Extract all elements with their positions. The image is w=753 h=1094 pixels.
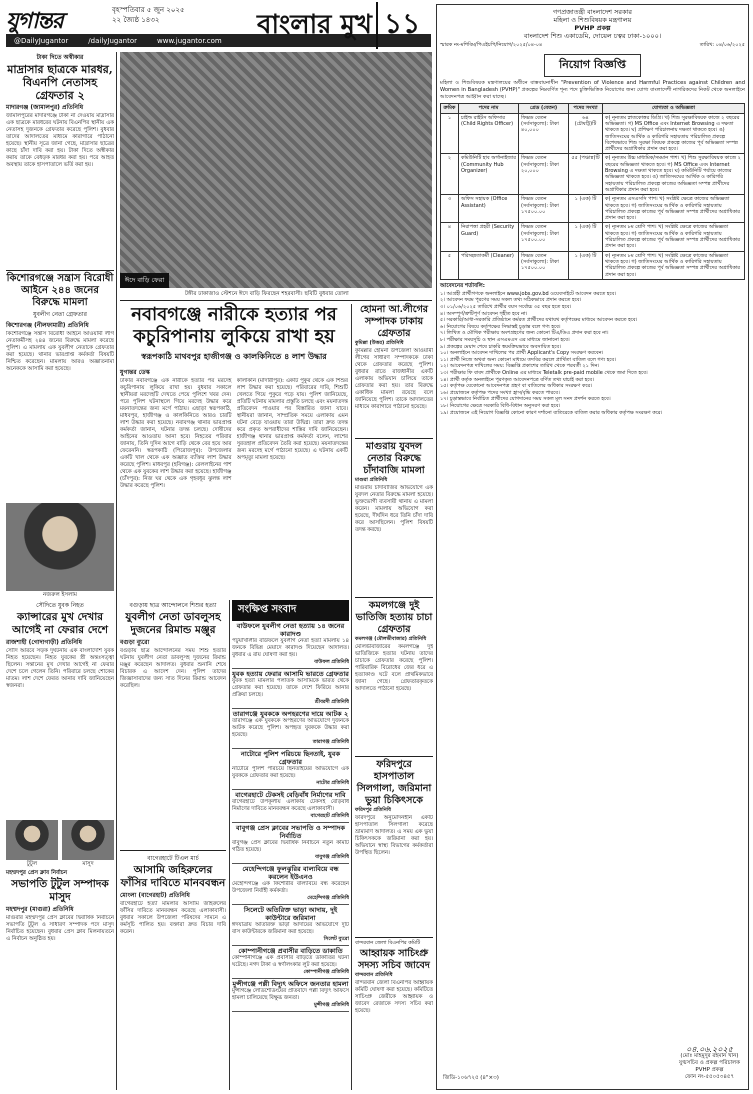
post-count: ১ (এক) টি: [569, 251, 603, 279]
term-item: ১৪। প্রার্থী কর্তৃক অনলাইনে পূরণকৃত আবেদনপত্রে বর্ণিত তথ্য যাচাই করা হবে।: [440, 376, 594, 383]
notice-intro: মহিলা ও শিশুবিষয়ক মন্ত্রণালয়ের অধীনে বাস্তবায়নাধীন "Prevention of Violence and Harmful Practices against Children and Women in Bangladesh (PVHP)" প্রকল্পের নিম্নবর্ণিত শূন্য পদে চুক্তিভিত্তিক নিয়োগের জন্য যোগ্য বাংলাদেশী নাগরিকদের নিকট থেকে অনলাইনে আবেদনপত্র আহ্বান করা যাচ্ছে।: [440, 80, 745, 100]
article-body: কালকিনি (মাদারীপুর): একটি পুকুর থেকে এক শিশুর লাশ উদ্ধার করা হয়েছে। পরিবারের দাবি, শিশুটি খেলতে গিয়ে পুকুরে পড়ে যায়। পুলিশ জানিয়েছে, প্রতিটি ঘটনায় মামলার প্রস্তুতি চলছে এবং ময়নাতদন্ত প্রতিবেদন পাওয়ার পর বিস্তারিত জানা যাবে। স্থানীয়রা জানান, সাম্প্রতিক সময়ে এলাকায় এমন ঘটনা বেড়ে যাওয়ায় তারা উদ্বিগ্ন। তারা দ্রুত তদন্ত করে প্রকৃত অপরাধীদের শাস্তির দাবি জানিয়েছেন। হাজীগঞ্জ থানার ভারপ্রাপ্ত কর্মকর্তা বলেন, লাশের সুরতহাল প্রতিবেদন তৈরি করা হয়েছে। ময়নাতদন্তের জন্য মরদেহ মর্গে পাঠানো হয়েছে। এ ঘটনায় একটি অপমৃত্যু মামলা হয়েছে।: [236, 378, 348, 461]
post-name: অফিস সহায়ক (Office Assistant): [459, 195, 519, 223]
byline: রাজশাহী (গোদাগাড়ী) প্রতিনিধি: [6, 639, 82, 646]
table-row: [441, 251, 745, 279]
column-header: যোগ্যতা ও অভিজ্ঞতা: [603, 104, 745, 113]
term-item: ১৮। নিয়োগের ক্ষেত্রে সরকারি বিধি-বিধান অনুসরণ করা হবে।: [440, 402, 561, 409]
brief-text: বাগেরহাটে উপকূলীয় এলাকায় টেকসই বেড়িবাঁধ নির্মাণের দাবিতে মানববন্ধন করেছে এলাকাবাসী।: [232, 799, 349, 812]
post-name: নিরাপত্তা প্রহরী (Security Guard): [459, 223, 519, 251]
divider: [355, 756, 433, 757]
term-item: ২। আবেদন ফরম পূরণের সময় সকল তথ্য সঠিকভাবে প্রদান করতে হবে।: [440, 297, 582, 304]
brief-text: নাটোরে পুলিশ পরিচয়ে ছিনতাইয়ের অভিযোগে এক যুবককে গ্রেফতার করা হয়েছে।: [232, 766, 349, 779]
term-item: ১০। অনলাইনে আবেদন দাখিলের পর প্রার্থী Applicant's Copy সংরক্ষণ করবেন।: [440, 350, 604, 357]
column-header: পদের সংখ্যা: [569, 104, 603, 113]
article-body: মাগুরায় চাঁদাবাজির অভিযোগে এক যুবদল নেতার বিরুদ্ধে মামলা হয়েছে। ভুক্তভোগী ব্যবসায়ী থানায় এ মামলা করেন। মামলায় অভিযোগ করা হয়েছে, দীর্ঘদিন ধরে তিনি চাঁদা দাবি করে আসছিলেন। পুলিশ বিষয়টি তদন্ত করছে।: [355, 485, 433, 533]
kicker: বগুড়ায় ছাত্র আন্দোলনে শিশুর হত্যা: [129, 602, 217, 609]
brief-text: মেহেন্দিগঞ্জে এক কিশোরীর বাল্যবিয়ে বন্ধ করেছেন উপজেলা নির্বাহী কর্মকর্তা।: [232, 881, 349, 894]
portrait-photo: [62, 820, 114, 860]
job-notice: [436, 4, 749, 1090]
headline: কমলগঞ্জে দুই ভাতিজি হত্যায় চাচা গ্রেফতার: [355, 600, 433, 635]
post-requirements: ক) ন্যূনতম ৮ম শ্রেণি পাশ। খ) সংশ্লিষ্ট ক্ষেত্রে কাজের অভিজ্ঞতা থাকতে হবে। গ) জাতিসংঘের আর্থিক ও কারিগরি সহায়তায় পরিচালিত প্রকল্পে কাজের পূর্ব অভিজ্ঞতা সম্পন্ন প্রার্থীদের অগ্রাধিকার প্রদান করা হবে।: [603, 223, 745, 251]
brief-item: [232, 823, 349, 864]
middle-column: [120, 600, 226, 1090]
article-body: জামালপুরের মাদারগঞ্জে টাকা না দেওয়ায় মাদ্রাসার এক ছাত্রকে মারধরের ঘটনায় বিএনপির স্থানীয় এক নেতাসহ দুজনকে গ্রেফতার করেছে পুলিশ। বুধবার তাদের আদালতের মাধ্যমে কারাগারে পাঠানো হয়েছে। স্থানীয় সূত্রে জানা গেছে, মাদ্রাসার ছাত্রের কাছে চাঁদা দাবি করা হয়। টাকা দিতে অস্বীকার করায় তাকে বেধড়ক মারধর করা হয়। পরে আহত অবস্থায় তাকে হাসপাতালে ভর্তি করা হয়।: [6, 113, 114, 168]
gov-line: বাংলাদেশ শিশু একাডেমি, দোয়েল চত্বর ঢাকা-১০০০।: [523, 32, 662, 40]
article-body: বগুড়ায় ছাত্র আন্দোলনের সময় শিশু হত্যার ঘটনায় যুবলীগ নেতা ডাবলুসহ দুজনের রিমান্ড মঞ্জুর করেছেন আদালত। বুধবার শুনানি শেষে বিচারক এ আদেশ দেন। পুলিশ তাদের জিজ্ঞাসাবাদের জন্য সাত দিনের রিমান্ড আবেদন করেছিল।: [120, 648, 226, 689]
brief-text: পটুয়াখালীর বাউফলে যুবলীগ নেতা হত্যা মামলায় ১৪ জনকে বিভিন্ন মেয়াদে কারাদণ্ড দিয়েছেন আদালত। বুধবার এ রায় ঘোষণা করা হয়।: [232, 638, 349, 658]
brief-text: কোম্পানীগঞ্জে এক প্রবাসীর বাড়িতে ডাকাতির ঘটনা ঘটেছে। নগদ টাকা ও স্বর্ণালংকার লুট করা হয়েছে।: [232, 955, 349, 968]
divider: [6, 270, 114, 271]
table-header-row: [441, 104, 745, 113]
post-count: ৫৫ (পঞ্চান্ন)টি: [569, 154, 603, 195]
gov-line: PVHP প্রকল্প: [574, 24, 611, 32]
byline: বগুড়া ব্যুরো: [120, 639, 150, 646]
brief-title: সিলেটে অতিরিক্ত ভাড়া আদায়, দুই কাউন্টারে জরিমানা: [243, 906, 338, 922]
term-item: ১৩। পরীক্ষার ফি বাবদ প্রার্থীকে Online এর মাধ্যমে Teletalk pre-paid mobile থেকে জমা দিতে হবে।: [440, 369, 648, 376]
row-serial: ৫: [441, 251, 459, 279]
website-link[interactable]: www.jugantor.com: [157, 36, 222, 45]
post-count: ৬৪ (চৌষট্টি)টি: [569, 113, 603, 154]
lead-headline: নবাবগঞ্জে নারীকে হত্যার পর কচুরিপানায় লুকিয়ে রাখা হয়: [131, 304, 337, 347]
row-serial: ২: [441, 154, 459, 195]
column-rule: [229, 600, 230, 1090]
signer-project: PVHP প্রকল্প: [695, 1067, 724, 1073]
byline: কিশোরগঞ্জ (নীলফামারী) প্রতিনিধি: [6, 322, 89, 329]
brief-item: [232, 946, 349, 979]
post-requirements: ক) ন্যূনতম ৮ম শ্রেণি পাশ। খ) সংশ্লিষ্ট ক্ষেত্রে কাজের অভিজ্ঞতা থাকতে হবে। গ) জাতিসংঘের আর্থিক ও কারিগরি সহায়তায় পরিচালিত প্রকল্পে কাজের পূর্ব অভিজ্ঞতা সম্পন্ন প্রার্থীদের অগ্রাধিকার প্রদান করা হবে।: [603, 251, 745, 279]
brief-item: [232, 621, 349, 669]
post-count: ১ (এক) টি: [569, 223, 603, 251]
post-name: কমিউনিটি হাব অর্গানাইজার (Community Hub Organizer): [459, 154, 519, 195]
article-body: কুমিল্লার হোমনা উপজেলা আওয়ামী লীগের সাধারণ সম্পাদককে ঢাকা থেকে গ্রেফতার করেছে পুলিশ। বুধবার রাতে রাজধানীর একটি এলাকায় অভিযান চালিয়ে তাকে গ্রেফতার করা হয়। তার বিরুদ্ধে একাধিক মামলা রয়েছে বলে জানিয়েছে পুলিশ। তাকে আদালতের মাধ্যমে কারাগারে পাঠানো হয়েছে।: [355, 348, 433, 410]
kicker: টাকা দিতে অস্বীকার: [36, 54, 84, 61]
post-name: পরিচ্ছন্নতাকর্মী (Cleaner): [459, 251, 519, 279]
article-body: বান্দরবান জেলা বিএনপির আহ্বায়ক কমিটি ঘোষণা করা হয়েছে। কমিটিতে সাচিংপ্রু জেরীকে আহ্বায়ক ও জাবেদ রেজাকে সদস্য সচিব করা হয়েছে।: [355, 980, 433, 1014]
byline: ফরিদপুর প্রতিনিধি: [355, 807, 391, 813]
date-gregorian: বৃহস্পতিবার ৫ জুন ২০২৫: [112, 6, 185, 14]
divider: [355, 937, 433, 938]
brief-byline: শ্রীবরদী প্রতিনিধি: [314, 699, 349, 705]
gov-line: গণপ্রজাতন্ত্রী বাংলাদেশ সরকার: [553, 8, 632, 16]
memo-number: স্মারক নং-মশিবিম/পিএইচপি/নিয়োগ/২০২৫/০৪-০৪: [440, 42, 543, 48]
brief-title: তারাগঞ্জে যুবককে অপহরণের দায়ে আটক ২: [232, 710, 349, 718]
signature-date: ০৪.০৬.২০২৫: [686, 1045, 733, 1054]
table-row: [441, 195, 745, 223]
divider: [355, 597, 433, 598]
terms-list: [440, 291, 745, 416]
term-item: ৫। সরকারি/আধা-সরকারি প্রতিষ্ঠানে কর্মরত প্রার্থীদের যথাযথ কর্তৃপক্ষের মাধ্যমে আবেদন করতে হবে।: [440, 317, 638, 324]
term-item: ১১। প্রার্থী নিজে অথবা অন্য কোনো মাধ্যমে তদবির করলে প্রার্থিতা বাতিল বলে গণ্য হবে।: [440, 356, 616, 363]
photo-caption: টুটুল: [26, 861, 38, 867]
byline: কমলগঞ্জ (মৌলভীবাজার) প্রতিনিধি: [355, 636, 427, 642]
term-item: ১৭। চূড়ান্তভাবে নির্বাচিত প্রার্থীদের যোগদানের সময় সকল মূল সনদ প্রদর্শন করতে হবে।: [440, 396, 611, 403]
youtube-handle[interactable]: /dailyJugantor: [88, 36, 137, 45]
brief-title: বাউফলে যুবলীগ নেতা হত্যায় ১৪ জনের কারাদণ্ড: [236, 622, 345, 638]
column-header: ক্রমিক: [441, 104, 459, 113]
term-item: ১২। আবেদনপত্র দাখিলের সময়: বিজ্ঞপ্তি প্রকাশের তারিখ থেকে পরবর্তী ২১ দিন।: [440, 363, 600, 370]
brief-text: যুবক হত্যা মামলার পলাতক আসামিকে ভারত থেকে গ্রেফতার করা হয়েছে। তাকে দেশে ফিরিয়ে আনার প্রক্রিয়া চলছে।: [232, 678, 349, 698]
term-item: ১৯। প্রয়োজনে এই নিয়োগ বিজ্ঞপ্তি কোনো কারণ দর্শানো ব্যতিরেকে বাতিল করার অধিকার কর্তৃপক্ষ সংরক্ষণ করে।: [440, 409, 663, 416]
headline: ফরিদপুরে হাসপাতাল সিলগালা, জরিমানা ভুয়া চিকিৎসকে: [356, 759, 432, 806]
post-grade: ফিক্সড বেতন (সর্বসাকুল্যে): টাকা ১৭৫০০.০০: [519, 195, 569, 223]
table-row: [441, 113, 745, 154]
facebook-handle[interactable]: @DailyJugantor: [14, 36, 69, 45]
lead-photo: [120, 52, 432, 288]
brief-title: নাটোরে পুলিশ পরিচয়ে ছিনতাই, যুবক গ্রেফতার: [240, 750, 341, 766]
brief-title: মেহেন্দিগঞ্জে ফুলঝুরির বাল্যবিয়ে বন্ধ করলেন ইউএনও: [242, 865, 339, 881]
headline: মাগুরায় যুবদল নেতার বিরুদ্ধে চাঁদাবাজি মামলা: [363, 441, 425, 476]
brief-title: যুবক হত্যায় ফেরার আসামি ভারতে গ্রেফতার: [232, 670, 349, 678]
headline: মাদ্রাসার ছাত্রকে মারধর, বিএনপি নেতাসহ গ্রেফতার ২: [7, 63, 113, 102]
byline: বান্দরবান প্রতিনিধি: [355, 972, 393, 978]
article-body: কিশোরগঞ্জে সন্ত্রাস বিরোধী আইনে আওয়ামী লীগ নেতাকর্মীসহ ২৪৪ জনের বিরুদ্ধে মামলা করেছে পুলিশ। এ মামলায় এক যুবলীগ নেতাকে গ্রেফতার করা হয়েছে। থানার ভারপ্রাপ্ত কর্মকর্তা বিষয়টি নিশ্চিত করেছেন। মামলায় আরও অজ্ঞাতনামা অনেককে আসামি করা হয়েছে।: [6, 331, 114, 372]
kicker: বাগেরহাটে টিএল মার্চ: [147, 855, 199, 862]
byline: মহম্মদপুর (মাগুরা) প্রতিনিধি: [6, 906, 74, 913]
brief-title: মুন্সীগঞ্জে পল্লী বিদ্যুৎ অফিসে জনতার হামলা: [232, 980, 349, 988]
photo-tag: ঈদে বাড়ি ফেরা: [120, 273, 169, 288]
byline: যুগান্তর ডেস্ক: [120, 369, 150, 376]
brief-item: [232, 790, 349, 823]
term-item: ৬। নিয়োগের বিষয়ে কর্তৃপক্ষের সিদ্ধান্তই চূড়ান্ত বলে গণ্য হবে।: [440, 323, 561, 330]
post-requirements: ক) নূন্যতম স্নাতকোত্তর ডিগ্রি। খ) শিশু সুরক্ষাবিষয়ক কাজে ২ বছরের অভিজ্ঞতা। গ) MS Office এবং Internet Browsing এ দক্ষতা থাকতে হবে। ঘ) প্রশিক্ষণ পরিচালনায় দক্ষতা থাকতে হবে। ঙ) জাতিসংঘের আর্থিক ও কারিগরি সহায়তায় পরিচালিত প্রকল্পে বিশেষভাবে শিশু সুরক্ষা বিষয়ক প্রকল্পে কাজের পূর্ব অভিজ্ঞতা সম্পন্ন প্রার্থীদের অগ্রাধিকার প্রদান করা হবে।: [603, 113, 745, 154]
brief-byline: মুন্সীগঞ্জ প্রতিনিধি: [314, 1002, 349, 1008]
issue-date: [112, 5, 212, 25]
kicker: বান্দরবান জেলা বিএনপির কমিটি: [355, 940, 421, 946]
term-item: ৩। ০১/০৬/২০২৫ তারিখে প্রার্থীর বয়স সর্বোচ্চ ৩৫ বছর হতে হবে।: [440, 304, 572, 310]
divider: [355, 438, 433, 439]
vacancy-table: [440, 103, 745, 279]
brief-text: ঈদযাত্রায় অতিরিক্ত ভাড়া আদায়ের অভিযোগে দুটি বাস কাউন্টারকে জরিমানা করা হয়েছে।: [232, 922, 349, 935]
column-header: গ্রেড (বেতন): [519, 104, 569, 113]
row-serial: ৪: [441, 223, 459, 251]
post-requirements: ক) নূন্যতম উচ্চ মাধ্যমিক/সমমান পাশ। খ) শিশু সুরক্ষাবিষয়ক কাজে ২ বছরের অভিজ্ঞতা থাকতে হবে। গ) MS Office এবং Internet Browsing এ দক্ষতা থাকতে হবে। ঘ) কমিউনিটি পর্যায়ে কাজের অভিজ্ঞতা থাকতে হবে। ঙ) জাতিসংঘের আর্থিক ও কারিগরি সহায়তায় পরিচালিত প্রকল্পে কাজের অভিজ্ঞতা সম্পন্ন প্রার্থীদের অগ্রাধিকার প্রদান করা হবে।: [603, 154, 745, 195]
term-item: ৯। প্রকল্পের মেয়াদ শেষে চাকরি স্বয়ংক্রিয়ভাবে অবসায়িত হবে।: [440, 343, 561, 350]
table-row: [441, 154, 745, 195]
photo-caption: নজরুল ইসলাম: [42, 592, 78, 598]
notice-title: নিয়োগ বিজ্ঞপ্তি: [544, 54, 641, 77]
headline: যুবলীগ নেতা ডাবলুসহ দুজনের রিমান্ড মঞ্জুর: [125, 611, 221, 636]
left-column: [6, 52, 114, 1090]
signature-block: [679, 1046, 740, 1081]
brief-title: বাবুগঞ্জ প্রেস ক্লাবের সভাপতি ও সম্পাদক নির্বাচিত: [236, 824, 345, 840]
brief-byline: তারাগঞ্জ প্রতিনিধি: [312, 739, 349, 745]
byline: মাগুরা প্রতিনিধি: [355, 477, 388, 483]
brief-byline: কোম্পানীগঞ্জ প্রতিনিধি: [303, 969, 349, 975]
byline: মাদারগঞ্জ (জামালপুর) প্রতিনিধি: [6, 104, 84, 111]
kicker: সৌদিতে যুবক নিহত: [36, 602, 84, 609]
term-item: ৮। পরীক্ষার সময়সূচি ও স্থান এসএমএস এর মাধ্যমে জানানো হবে।: [440, 336, 570, 343]
post-grade: ফিক্সড বেতন (সর্বসাকুল্যে): টাকা ১৭৫০০.০০: [519, 223, 569, 251]
brief-item: [232, 669, 349, 709]
brief-byline: সিলেট ব্যুরো: [323, 936, 349, 942]
article-body: মাগুরার মহম্মদপুর প্রেস ক্লাবের দ্বিবার্ষিক নির্বাচনে সভাপতি টুটুল ও সাধারণ সম্পাদক পদে মাসুদ নির্বাচিত হয়েছেন। বুধবার প্রেস ক্লাব মিলনায়তনে এ নির্বাচন অনুষ্ঠিত হয়।: [6, 915, 114, 942]
brief-byline: বাগেরহাট প্রতিনিধি: [310, 813, 349, 819]
newspaper-logo: যুগান্তর: [6, 8, 63, 34]
article-body: ঢাকার নবাবগঞ্জে এক নারীকে হত্যার পর মরদেহ কচুরিপানায় লুকিয়ে রাখা হয়। বুধবার সকালে স্থানীয়রা মরদেহটি দেখতে পেয়ে পুলিশে খবর দেন। পরে পুলিশ ঘটনাস্থলে গিয়ে মরদেহ উদ্ধার করে ময়নাতদন্তের জন্য মর্গে পাঠায়। এছাড়া স্বরূপকাঠি, মাধবপুর, হাজীগঞ্জ ও কালকিনিতে আরও চারটি লাশ উদ্ধার করা হয়েছে। নবাবগঞ্জ থানার ভারপ্রাপ্ত কর্মকর্তা জানান, ঘটনার তদন্ত চলছে। দোষীদের আইনের আওতায় আনা হবে। নিহতের পরিবার জানায়, তিনি দুদিন আগে বাড়ি থেকে বের হয়ে আর ফেরেননি। স্বরূপকাঠি (পিরোজপুর): উপজেলার একটি খাল থেকে এক অজ্ঞাত ব্যক্তির লাশ উদ্ধার করেছে পুলিশ। মাধবপুর (হবিগঞ্জ): রেললাইনের পাশ থেকে এক যুবকের লাশ উদ্ধার করা হয়েছে। হাজীগঞ্জ (চাঁদপুর): নিজ ঘর থেকে এক গৃহবধূর ঝুলন্ত লাশ উদ্ধার করেছে পুলিশ।: [120, 378, 232, 489]
table-row: [441, 223, 745, 251]
brief-text: মুন্সীগঞ্জে লোডশেডিংয়ের প্রতিবাদে পল্লী বিদ্যুৎ অফিসে হামলা চালিয়েছে বিক্ষুব্ধ জনতা।: [232, 988, 349, 1001]
portrait-photo: [6, 503, 114, 591]
lead-subhead: স্বরূপকাঠি মাথবপুর হাজীগঞ্জ ও কালকিনিতে ৪ লাশ উদ্ধার: [141, 351, 327, 361]
page-number: ১১: [376, 2, 420, 49]
article-body: বাগেরহাটে হত্যা মামলার আসামি জহিরুলের ফাঁসির দাবিতে মানববন্ধন করেছে এলাকাবাসী। বুধবার সকালে উপজেলা পরিষদের সামনে এ কর্মসূচি পালিত হয়। বক্তারা দ্রুত বিচার দাবি করেন।: [120, 901, 226, 935]
gov-line: মহিলা ও শিশুবিষয়ক মন্ত্রণালয়: [553, 16, 632, 24]
subhead: যুবলীগ নেতা গ্রেফতার: [33, 311, 87, 318]
column-header: পদের নাম: [459, 104, 519, 113]
term-item: ৭। লিখিত ও মৌখিক পরীক্ষায় অংশগ্রহণের জন্য কোনো টিএ/ডিএ প্রদান করা হবে না।: [440, 330, 609, 337]
brief-text: বাবুগঞ্জ প্রেস ক্লাবের দ্বিবার্ষিক নির্বাচনে নতুন কমিটি গঠিত হয়েছে।: [232, 840, 349, 853]
portrait-photo: [6, 820, 58, 860]
post-name: চাইল্ড রাইটস অফিসার (Child Rights Officer): [459, 113, 519, 154]
brief-byline: বাউফল প্রতিনিধি: [314, 659, 349, 665]
brief-item: [232, 979, 349, 1012]
term-item: ৪। অসম্পূর্ণ/ত্রুটিপূর্ণ আবেদন গৃহীত হবে না।: [440, 310, 528, 317]
photo-caption: টঙ্গীর ঢাকাজাও স্টেশনে ঈদে বাড়ি ফিরছেন শহরবাসী। ছবিটি বুধবার তোলা: [185, 291, 349, 297]
brief-byline: বাবুগঞ্জ প্রতিনিধি: [315, 854, 349, 860]
brief-banner: সংক্ষিপ্ত সংবাদ: [232, 600, 349, 621]
portrait-pair: [6, 820, 114, 869]
ad-code: জিডি-১০৬৭২৫ (৪"×৩): [443, 1075, 499, 1081]
headline: হোমনা আ.লীগের সম্পাদক ঢাকায় গ্রেফতার: [359, 304, 429, 339]
term-item: ১৬। প্রয়োজনে কর্তৃপক্ষ পদের সংখ্যা হ্রাস/বৃদ্ধি করতে পারবে।: [440, 389, 560, 396]
right-news-column: [355, 304, 433, 1090]
term-item: ১৫। কর্তৃপক্ষ যেকোনো আবেদনপত্র গ্রহণ বা বাতিলের অধিকার সংরক্ষণ করে।: [440, 383, 593, 390]
photo-caption: মাসুদ: [82, 861, 94, 867]
article-body: ফরিদপুরে অনুমোদনহীন একটি হাসপাতাল সিলগালা করেছে ভ্রাম্যমাণ আদালত। এ সময় এক ভুয়া চিকিৎসককে জরিমানা করা হয়। অভিযানে স্বাস্থ্য বিভাগের কর্মকর্তারা উপস্থিত ছিলেন।: [355, 815, 433, 856]
brief-text: তারাগঞ্জে এক যুবককে অপহরণের অভিযোগে দুজনকে আটক করেছে পুলিশ। অপহৃত যুবককে উদ্ধার করা হয়েছে।: [232, 718, 349, 738]
row-serial: ১: [441, 113, 459, 154]
brief-title: কোম্পানীগঞ্জে প্রবাসীর বাড়িতে ডাকাতি: [238, 947, 343, 955]
post-grade: ফিক্সড বেতন (সর্বসাকুল্যে): টাকা ১৭৫০০.০০: [519, 251, 569, 279]
column-rule: [351, 304, 352, 1090]
brief-item: [232, 749, 349, 790]
lead-story: [120, 304, 348, 528]
brief-item: [232, 709, 349, 749]
headline: আসামি জহিরুলের ফাঁসির দাবিতে মানববন্ধন: [120, 864, 226, 889]
brief-item: [232, 864, 349, 905]
byline: কুমিল্লা (উত্তর) প্রতিনিধি: [355, 340, 404, 346]
post-grade: ফিক্সড বেতন (সর্বসাকুল্যে): টাকা ৪০,০০০: [519, 113, 569, 154]
brief-title: বাগেরহাটে টেকসই বেড়িবাঁধ নির্মাণের দাবি: [235, 791, 346, 799]
signer-phone: ফোন নং-৫৫০৫৩৪৫৭: [684, 1074, 735, 1080]
divider: [120, 850, 226, 851]
headline: আহ্বায়ক সাচিংপ্রু সদস্য সচিব জাবেদ: [358, 948, 430, 971]
headline: কিশোরগঞ্জে সন্ত্রাস বিরোধী আইনে ২৪৪ জনের বিরুদ্ধে মামলা: [6, 273, 114, 308]
byline: মোংলা (বাগেরহাট) প্রতিনিধি: [120, 892, 190, 899]
brief-item: [232, 905, 349, 946]
date-bengali: ২২ জ্যৈষ্ঠ ১৪৩২: [112, 16, 160, 24]
brief-byline: নাটোর প্রতিনিধি: [316, 780, 349, 786]
article-body: মৌলভীবাজারের কমলগঞ্জে দুই ভাতিজিকে হত্যার ঘটনায় তাদের চাচাকে গ্রেফতার করেছে পুলিশ। পারিবারিক বিরোধের জের ধরে এ হত্যাকাণ্ড ঘটে বলে প্রাথমিকভাবে জানা গেছে। গ্রেফতারকৃতকে আদালতে পাঠানো হয়েছে।: [355, 644, 433, 692]
divider: [120, 300, 432, 301]
kicker: মহম্মদপুর প্রেস ক্লাব নির্বাচন: [6, 870, 68, 876]
headline: সভাপতি টুটুল সম্পাদক মাসুদ: [11, 878, 109, 903]
signer-name: (মোঃ মাহমুদুর রহমান খান): [680, 1053, 739, 1059]
post-requirements: ক) ন্যূনতম এসএসসি পাশ। খ) সংশ্লিষ্ট ক্ষেত্রে কাজের অভিজ্ঞতা থাকতে হবে। গ) জাতিসংঘের আর্থিক ও কারিগরি সহায়তায় পরিচালিত প্রকল্পে কাজের পূর্ব অভিজ্ঞতা সম্পন্ন প্রার্থীদের অগ্রাধিকার প্রদান করা হবে।: [603, 195, 745, 223]
terms-title: আবেদনের শর্তাবলি:: [440, 282, 485, 289]
brief-news: [232, 600, 349, 1090]
signer-title: যুগ্মসচিব ও প্রকল্প পরিচালক: [679, 1060, 740, 1066]
term-item: ১। আগ্রহী প্রার্থীগণকে অনলাইনে www.jobs.gov.bd ওয়েবসাইটে আবেদন করতে হবে।: [440, 290, 617, 297]
column-rule: [116, 52, 117, 1090]
post-grade: ফিক্সড বেতন (সর্বসাকুল্যে): টাকা ২০,০০০: [519, 154, 569, 195]
section-title: বাংলার মুখ: [257, 10, 372, 40]
post-count: ১ (এক) টি: [569, 195, 603, 223]
row-serial: ৩: [441, 195, 459, 223]
brief-list: [232, 621, 349, 1012]
article-body: সৌদি আরবে সড়ক দুর্ঘটনায় এক বাংলাদেশি যুবক নিহত হয়েছেন। নিহত যুবকের স্ত্রী অন্তঃসত্ত্বা ছিলেন। সন্তানের মুখ দেখার আগেই না ফেরার দেশে চলে গেলেন তিনি। পরিবারে চলছে শোকের মাতম। লাশ দেশে ফেরত আনার দাবি জানিয়েছেন স্বজনরা।: [6, 648, 114, 689]
notice-date: তারিখ: ০৪/০৬/২০২৫: [699, 42, 745, 48]
headline: ক্যান্সারের মুখ দেখার আগেই না ফেরার দেশে: [12, 611, 108, 636]
brief-byline: মেহেন্দিগঞ্জ প্রতিনিধি: [307, 895, 349, 901]
